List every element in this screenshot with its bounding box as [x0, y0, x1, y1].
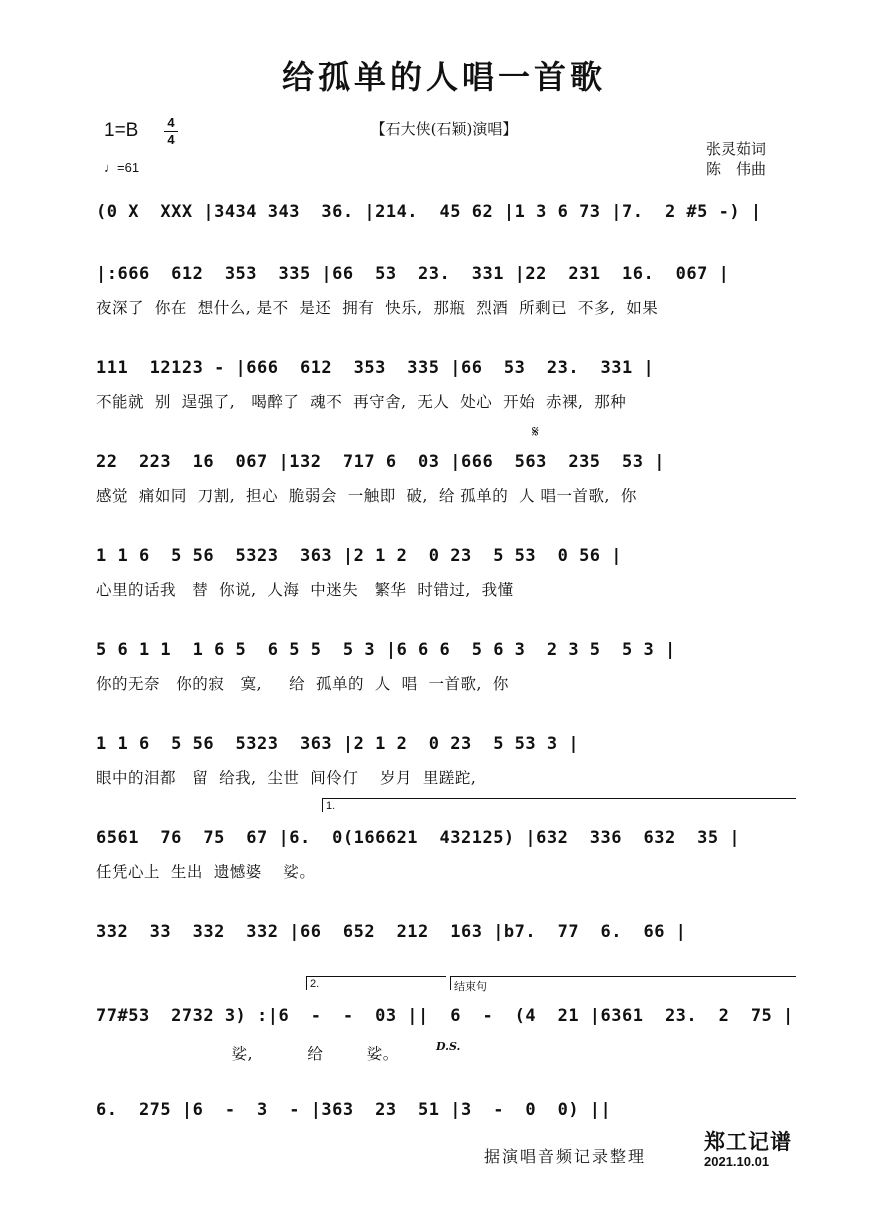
score-line-3-notes: 111 12123 - |666 612 353 335 |66 53 23. 331 |: [96, 358, 655, 378]
score-line-3-lyrics: 不能就 别 逞强了, 喝醉了 魂不 再守舍, 无人 处心 开始 赤裸, 那种: [96, 393, 627, 411]
second-ending-label: 2.: [310, 978, 320, 990]
time-signature-top: 4: [167, 115, 175, 130]
ds-mark: D.S.: [436, 1040, 461, 1053]
key-signature: 1=B: [104, 120, 139, 141]
coda-label: 结束句: [454, 981, 487, 993]
coda-bracket: [450, 976, 796, 977]
score-line-10-notes: 77#53 2732 3) :|6 - - 03 || 6 - (4 21 |6361 23. 2 75 |: [96, 1006, 794, 1026]
second-ending-bracket: [306, 976, 446, 977]
lyricist-credit: 张灵茹词: [706, 140, 767, 158]
first-ending-tick: [322, 798, 323, 812]
first-ending-bracket: [322, 798, 796, 799]
score-line-9-notes: 332 33 332 332 |66 652 212 163 |b7. 77 6. 66 |: [96, 922, 687, 942]
score-line-4-notes: 22 223 16 067 |132 717 6 03 |666 563 235 53 |: [96, 452, 665, 472]
score-line-7-notes: 1 1 6 5 56 5323 363 |2 1 2 0 23 5 53 3 |: [96, 734, 580, 754]
transcription-date: 2021.10.01: [704, 1154, 770, 1169]
score-line-8-lyrics: 任凭心上 生出 遗憾婆 娑。: [96, 863, 316, 881]
score-line-6-notes: 5 6 1 1 1 6 5 6 5 5 5 3 |6 6 6 5 6 3 2 3 5 5 3 |: [96, 640, 676, 660]
coda-tick: [450, 976, 451, 990]
first-ending-label: 1.: [326, 800, 336, 812]
score-line-2-notes: |:666 612 353 335 |66 53 23. 331 |22 231 16. 067 |: [96, 264, 730, 284]
tempo-marking: ♩=61: [104, 160, 140, 175]
score-line-6-lyrics: 你的无奈 你的寂 寞, 给 孤单的 人 唱 一首歌, 你: [96, 675, 509, 693]
score-line-8-notes: 6561 76 75 67 |6. 0(166621 432125) |632 336 632 35 |: [96, 828, 741, 848]
song-title: 给孤单的人唱一首歌: [281, 58, 606, 96]
time-signature: [164, 116, 178, 147]
singer-credit: 【石大侠(石颖)演唱】: [370, 120, 518, 138]
score-line-10-lyrics: 娑, 给 娑。: [96, 1045, 399, 1063]
score-line-1-notes: (0 X XXX |3434 343 36. |214. 45 62 |1 3 6 73 |7. 2 #5 -) |: [96, 202, 762, 222]
composer-credit: 陈 伟曲: [706, 160, 767, 178]
score-line-11-notes: 6. 275 |6 - 3 - |363 23 51 |3 - 0 0) ||: [96, 1100, 612, 1120]
score-line-4-lyrics: 感觉 痛如同 刀割, 担心 脆弱会 一触即 破, 给 孤单的 人 唱一首歌, 你: [96, 487, 637, 505]
segno-mark: 𝄋: [532, 422, 539, 441]
transcription-note: 据演唱音频记录整理: [484, 1147, 647, 1166]
score-line-5-lyrics: 心里的话我 替 你说, 人海 中迷失 繁华 时错过, 我懂: [96, 581, 514, 599]
score-line-7-lyrics: 眼中的泪都 留 给我, 尘世 间伶仃 岁月 里蹉跎,: [96, 769, 477, 787]
score-line-5-notes: 1 1 6 5 56 5323 363 |2 1 2 0 23 5 53 0 56 |: [96, 546, 623, 566]
second-ending-tick: [306, 976, 307, 990]
time-signature-bottom: 4: [167, 132, 175, 147]
brand-logo: 郑工记谱: [704, 1130, 792, 1154]
score-line-2-lyrics: 夜深了 你在 想什么, 是不 是还 拥有 快乐, 那瓶 烈酒 所剩已 不多, 如果: [96, 299, 659, 317]
